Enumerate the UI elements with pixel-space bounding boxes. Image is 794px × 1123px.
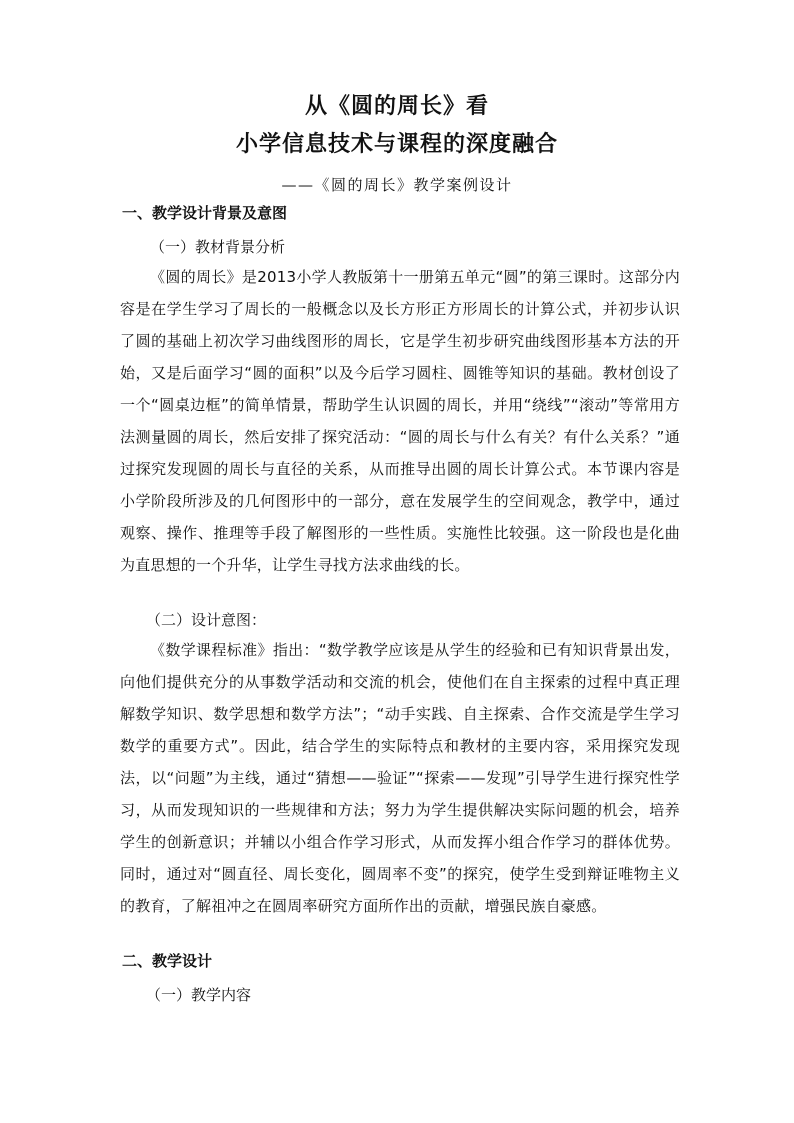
paragraph-material-analysis: 《圆的周长》是2013小学人教版第十一册第五单元“圆”的第三课时。这部分内容是在学生学习了周长的一般概念以及长方形正方形周长的计算公式，并初步认识了圆的基础上初次学习曲线图形的周长，它是学生初步研究曲线图形基本方法的开始，又是后面学习“圆的面积”以及今后学习圆柱、圆锥等知识的基础。教材创设了一个“圆桌边框”的简单情景，帮助学生认识圆的周长，并用“绕线”“滚动”等常用方法测量圆的周长，然后安排了探究活动：“圆的周长与什么有关？有什么关系？”通过探究发现圆的周长与直径的关系，从而推导出圆的周长计算公式。本节课内容是小学阶段所涉及的几何图形中的一部分，意在发展学生的空间观念，教学中，通过观察、操作、推理等手段了解图形的一些性质。实施性比较强。这一阶段也是化曲为直思想的一个升华，让学生寻找方法求曲线的长。 [120,268,680,574]
subsection-heading-teaching-content: （一）教学内容 [146,986,252,1004]
document-title-line2: 小学信息技术与课程的深度融合 [235,132,558,157]
section-heading-teaching-design: 二、教学设计 [122,952,213,970]
document-subtitle: ——《圆的周长》教学案例设计 [281,176,513,194]
document-title-line1: 从《圆的周长》看 [304,94,489,119]
section-heading-background: 一、教学设计背景及意图 [122,204,288,222]
subsection-heading-material: （一）教材背景分析 [150,238,286,256]
subsection-heading-design-intent: （二）设计意图： [146,611,267,629]
paragraph-design-intent: 《数学课程标准》指出：“数学教学应该是从学生的经验和已有知识背景出发，向他们提供充分的从事数学活动和交流的机会，使他们在自主探索的过程中真正理解数学知识、数学思想和数学方法”；“动手实践、自主探索、合作交流是学生学习数学的重要方式”。因此，结合学生的实际特点和教材的主要内容，采用探究发现法，以“问题”为主线，通过“猜想——验证”“探索——发现”引导学生进行探究性学习，从而发现知识的一些规律和方法；努力为学生提供解决实际问题的机会，培养学生的创新意识；并辅以小组合作学习形式，从而发挥小组合作学习的群体优势。同时，通过对“圆直径、周长变化，圆周率不变”的探究，使学生受到辩证唯物主义的教育，了解祖冲之在圆周率研究方面所作出的贡献，增强民族自豪感。 [120,641,680,915]
